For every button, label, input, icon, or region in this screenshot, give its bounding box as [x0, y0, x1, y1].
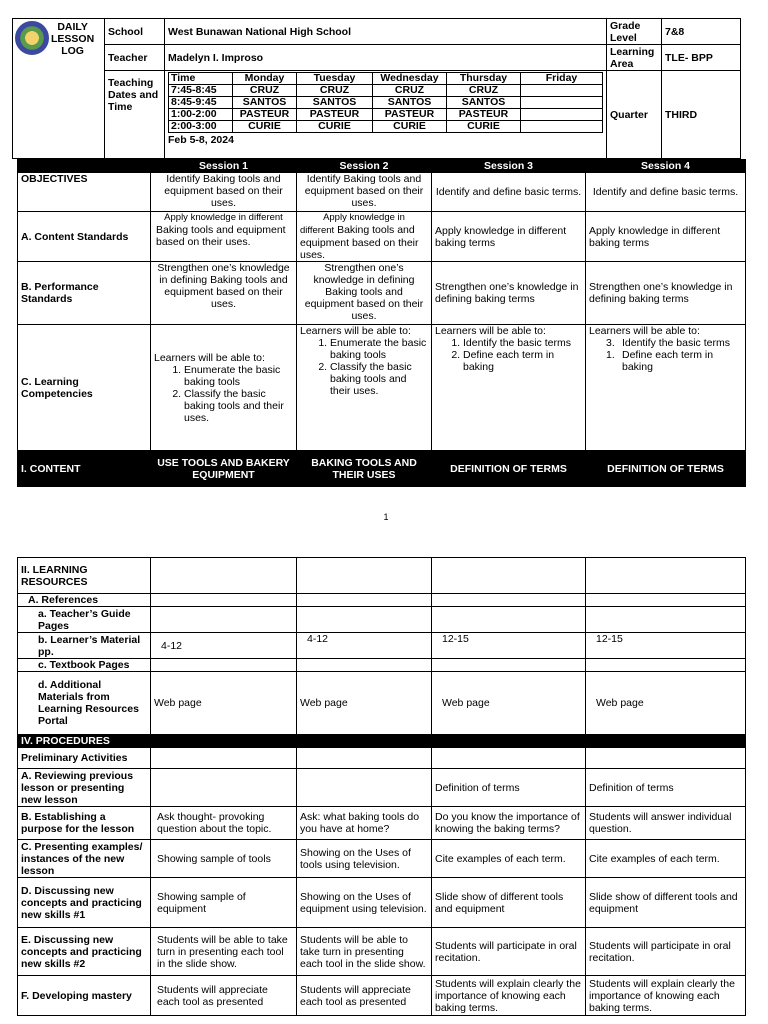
- schedule-row: [169, 97, 603, 109]
- objectives-s3: Identify and define basic terms.: [432, 173, 586, 212]
- content-row: [18, 451, 746, 487]
- objectives-table: [17, 159, 746, 487]
- dates-label: Teaching Dates and Time: [105, 71, 165, 159]
- schedule-cell: PASTEUR: [233, 109, 297, 121]
- lm-s4: 12-15: [586, 633, 746, 659]
- content-s3: DEFINITION OF TERMS: [432, 451, 586, 487]
- area-value: TLE- BPP: [662, 45, 741, 71]
- procedure-cell: Ask thought- provoking question about the topic.: [151, 807, 297, 840]
- competencies-s1-list: [154, 364, 293, 424]
- procedure-cell: Students will appreciate each tool as presented: [297, 976, 432, 1016]
- procedure-row: [18, 769, 746, 807]
- schedule-cell: SANTOS: [373, 97, 447, 109]
- schedule-cell: 8:45-9:45: [169, 97, 233, 109]
- procedure-cell: Ask: what baking tools do you have at home?: [297, 807, 432, 840]
- schedule-cell: PASTEUR: [297, 109, 373, 121]
- resources-row: [18, 558, 746, 594]
- competency-item: 2. Classify the basic baking tools and their uses.: [184, 388, 293, 424]
- competency-item: 1. Identify the basic terms: [463, 337, 582, 349]
- content-label: I. CONTENT: [18, 451, 151, 487]
- competencies-s2-list: [300, 337, 428, 397]
- procedure-label: D. Discussing new concepts and practicing new skills #1: [18, 878, 151, 928]
- procedure-cell: Students will be able to take turn in presenting each tool in the slide show.: [297, 928, 432, 976]
- objectives-label: OBJECTIVES: [18, 173, 151, 212]
- content-standards-row: [18, 212, 746, 262]
- schedule-cell: SANTOS: [297, 97, 373, 109]
- schedule-cell: [165, 71, 607, 159]
- schedule-cell: [521, 85, 603, 97]
- procedures-table: [17, 557, 746, 1016]
- schedule-header-row: [169, 73, 603, 85]
- page-number: 1: [383, 512, 389, 522]
- procedures-label: IV. PROCEDURES: [18, 735, 746, 748]
- competencies-row: [18, 325, 746, 451]
- schedule-cell: CURIE: [373, 121, 447, 133]
- procedure-cell: Slide show of different tools and equipment: [586, 878, 746, 928]
- procedure-row: [18, 840, 746, 878]
- content-standards-label: A. Content Standards: [18, 212, 151, 262]
- lm-row: [18, 633, 746, 659]
- schedule-cell: CURIE: [447, 121, 521, 133]
- performance-standards-s2: Strengthen one’s knowledge in defining Baking tools and equipment based on their uses.: [297, 262, 432, 325]
- grade-label: Grade Level: [607, 19, 662, 45]
- schedule-cell: [521, 121, 603, 133]
- procedure-cell: Students will participate in oral recitation.: [586, 928, 746, 976]
- preliminary-row: [18, 748, 746, 769]
- additional-s1: Web page: [151, 672, 297, 735]
- schedule-header-cell: Thursday: [447, 73, 521, 85]
- objectives-s4: Identify and define basic terms.: [586, 173, 746, 212]
- procedure-row: [18, 976, 746, 1016]
- session-4-header: Session 4: [586, 160, 746, 173]
- schedule-row: [169, 121, 603, 133]
- competencies-s2: Learners will be able to: 1. Enumerate the basic baking tools 2. Classify the basic baking tools and their uses.: [297, 325, 432, 451]
- competency-item: 2. Classify the basic baking tools and their uses.: [330, 361, 428, 397]
- procedure-cell: Do you know the importance of knowing the baking terms?: [432, 807, 586, 840]
- schedule-cell: [521, 109, 603, 121]
- preliminary-label: Preliminary Activities: [18, 748, 151, 769]
- additional-label: d. Additional Materials from Learning Resources Portal: [18, 672, 151, 735]
- procedure-cell: Students will explain clearly the importance of knowing each baking terms.: [586, 976, 746, 1016]
- schedule-cell: SANTOS: [447, 97, 521, 109]
- procedure-cell: Cite examples of each term.: [586, 840, 746, 878]
- session-1-header: Session 1: [151, 160, 297, 173]
- procedure-cell: Definition of terms: [432, 769, 586, 807]
- competency-item: 1. Enumerate the basic baking tools: [184, 364, 293, 388]
- procedure-row: [18, 928, 746, 976]
- procedure-cell: [297, 769, 432, 807]
- schedule-cell: 7:45-8:45: [169, 85, 233, 97]
- competencies-s3: Learners will be able to: 1. Identify the basic terms 2. Define each term in baking: [432, 325, 586, 451]
- references-row: [18, 594, 746, 607]
- procedure-label: E. Discussing new concepts and practicing new skills #2: [18, 928, 151, 976]
- schedule-cell: PASTEUR: [447, 109, 521, 121]
- objectives-s1: Identify Baking tools and equipment based on their uses.: [151, 173, 297, 212]
- content-s2: BAKING TOOLS AND THEIR USES: [297, 451, 432, 487]
- schedule-row: [169, 85, 603, 97]
- performance-standards-label: B. Performance Standards: [18, 262, 151, 325]
- lm-s1: 4-12: [151, 633, 297, 659]
- content-standards-s4: Apply knowledge in different baking terms: [586, 212, 746, 262]
- procedure-cell: Students will participate in oral recitation.: [432, 928, 586, 976]
- content-standards-s1: Apply knowledge in different Baking tools and equipment based on their uses.: [151, 212, 297, 262]
- procedure-cell: Showing sample of equipment: [151, 878, 297, 928]
- school-value: West Bunawan National High School: [165, 19, 607, 45]
- schedule-table: [168, 72, 603, 133]
- tb-row: [18, 659, 746, 672]
- schedule-cell: CURIE: [233, 121, 297, 133]
- schedule-cell: SANTOS: [233, 97, 297, 109]
- deped-seal-icon: [15, 21, 49, 55]
- session-2-header: Session 2: [297, 160, 432, 173]
- schedule-cell: PASTEUR: [373, 109, 447, 121]
- schedule-cell: CRUZ: [373, 85, 447, 97]
- content-s4: DEFINITION OF TERMS: [586, 451, 746, 487]
- procedure-cell: [151, 769, 297, 807]
- competencies-s3-list: [435, 337, 582, 373]
- content-standards-s2: Apply knowledge in different Baking tools and equipment based on their uses.: [297, 212, 432, 262]
- tg-label: a. Teacher’s Guide Pages: [18, 607, 151, 633]
- procedure-label: A. Reviewing previous lesson or presenting new lesson: [18, 769, 151, 807]
- schedule-cell: CRUZ: [297, 85, 373, 97]
- schedule-header-cell: Wednesday: [373, 73, 447, 85]
- teacher-value: Madelyn I. Improso: [165, 45, 607, 71]
- performance-standards-s4: Strengthen one’s knowledge in defining baking terms: [586, 262, 746, 325]
- schedule-cell: 2:00-3:00: [169, 121, 233, 133]
- schedule-cell: CRUZ: [233, 85, 297, 97]
- tb-label: c. Textbook Pages: [18, 659, 151, 672]
- procedure-label: B. Establishing a purpose for the lesson: [18, 807, 151, 840]
- grade-value: 7&8: [662, 19, 741, 45]
- competencies-s1: Learners will be able to: 1. Enumerate the basic baking tools 2. Classify the basic baking tools and their uses.: [151, 325, 297, 451]
- competency-item: 2. Define each term in baking: [463, 349, 582, 373]
- procedure-row: [18, 807, 746, 840]
- performance-standards-s1: Strengthen one’s knowledge in defining Baking tools and equipment based on their uses.: [151, 262, 297, 325]
- date-range: Feb 5-8, 2024: [168, 134, 234, 146]
- lm-s2: 4-12: [297, 633, 432, 659]
- quarter-label: Quarter: [607, 71, 662, 159]
- competencies-label: C. Learning Competencies: [18, 325, 151, 451]
- procedure-cell: Cite examples of each term.: [432, 840, 586, 878]
- content-standards-s3: Apply knowledge in different baking terms: [432, 212, 586, 262]
- schedule-header-cell: Tuesday: [297, 73, 373, 85]
- tg-row: [18, 607, 746, 633]
- objectives-row: [18, 173, 746, 212]
- additional-row: [18, 672, 746, 735]
- procedure-cell: Showing on the Uses of tools using television.: [297, 840, 432, 878]
- procedure-cell: Students will appreciate each tool as presented: [151, 976, 297, 1016]
- session-3-header: Session 3: [432, 160, 586, 173]
- procedure-cell: Slide show of different tools and equipment: [432, 878, 586, 928]
- procedures-header-row: [18, 735, 746, 748]
- school-label: School: [105, 19, 165, 45]
- procedure-cell: Definition of terms: [586, 769, 746, 807]
- quarter-value: THIRD: [662, 71, 741, 159]
- teacher-label: Teacher: [105, 45, 165, 71]
- competencies-s4: Learners will be able to: 3. Identify the basic terms 1. Define each term in baking: [586, 325, 746, 451]
- content-s1: USE TOOLS AND BAKERY EQUIPMENT: [151, 451, 297, 487]
- area-label: Learning Area: [607, 45, 662, 71]
- schedule-cell: CURIE: [297, 121, 373, 133]
- schedule-cell: CRUZ: [447, 85, 521, 97]
- schedule-header-cell: Friday: [521, 73, 603, 85]
- procedure-cell: Students will explain clearly the importance of knowing each baking terms.: [432, 976, 586, 1016]
- procedure-label: F. Developing mastery: [18, 976, 151, 1016]
- schedule-cell: [521, 97, 603, 109]
- performance-standards-row: [18, 262, 746, 325]
- additional-s2: Web page: [297, 672, 432, 735]
- doc-title: DAILY LESSON LOG: [51, 21, 95, 57]
- schedule-header-cell: Time: [169, 73, 233, 85]
- schedule-header-cell: Monday: [233, 73, 297, 85]
- references-label: A. References: [18, 594, 151, 607]
- competency-item: 1. Enumerate the basic baking tools: [330, 337, 428, 361]
- header-table: [12, 18, 741, 159]
- logo-cell: [13, 19, 105, 159]
- lm-s3: 12-15: [432, 633, 586, 659]
- session-header-row: [18, 160, 746, 173]
- objectives-s2: Identify Baking tools and equipment based on their uses.: [297, 173, 432, 212]
- procedure-cell: Showing on the Uses of equipment using television.: [297, 878, 432, 928]
- schedule-row: [169, 109, 603, 121]
- resources-label: II. LEARNING RESOURCES: [18, 558, 151, 594]
- procedure-row: [18, 878, 746, 928]
- procedure-label: C. Presenting examples/ instances of the new lesson: [18, 840, 151, 878]
- schedule-cell: 1:00-2:00: [169, 109, 233, 121]
- procedure-cell: Showing sample of tools: [151, 840, 297, 878]
- additional-s4: Web page: [586, 672, 746, 735]
- performance-standards-s3: Strengthen one’s knowledge in defining baking terms: [432, 262, 586, 325]
- procedure-cell: Students will answer individual question.: [586, 807, 746, 840]
- additional-s3: Web page: [432, 672, 586, 735]
- lm-label: b. Learner’s Material pp.: [18, 633, 151, 659]
- procedure-cell: Students will be able to take turn in presenting each tool in the slide show.: [151, 928, 297, 976]
